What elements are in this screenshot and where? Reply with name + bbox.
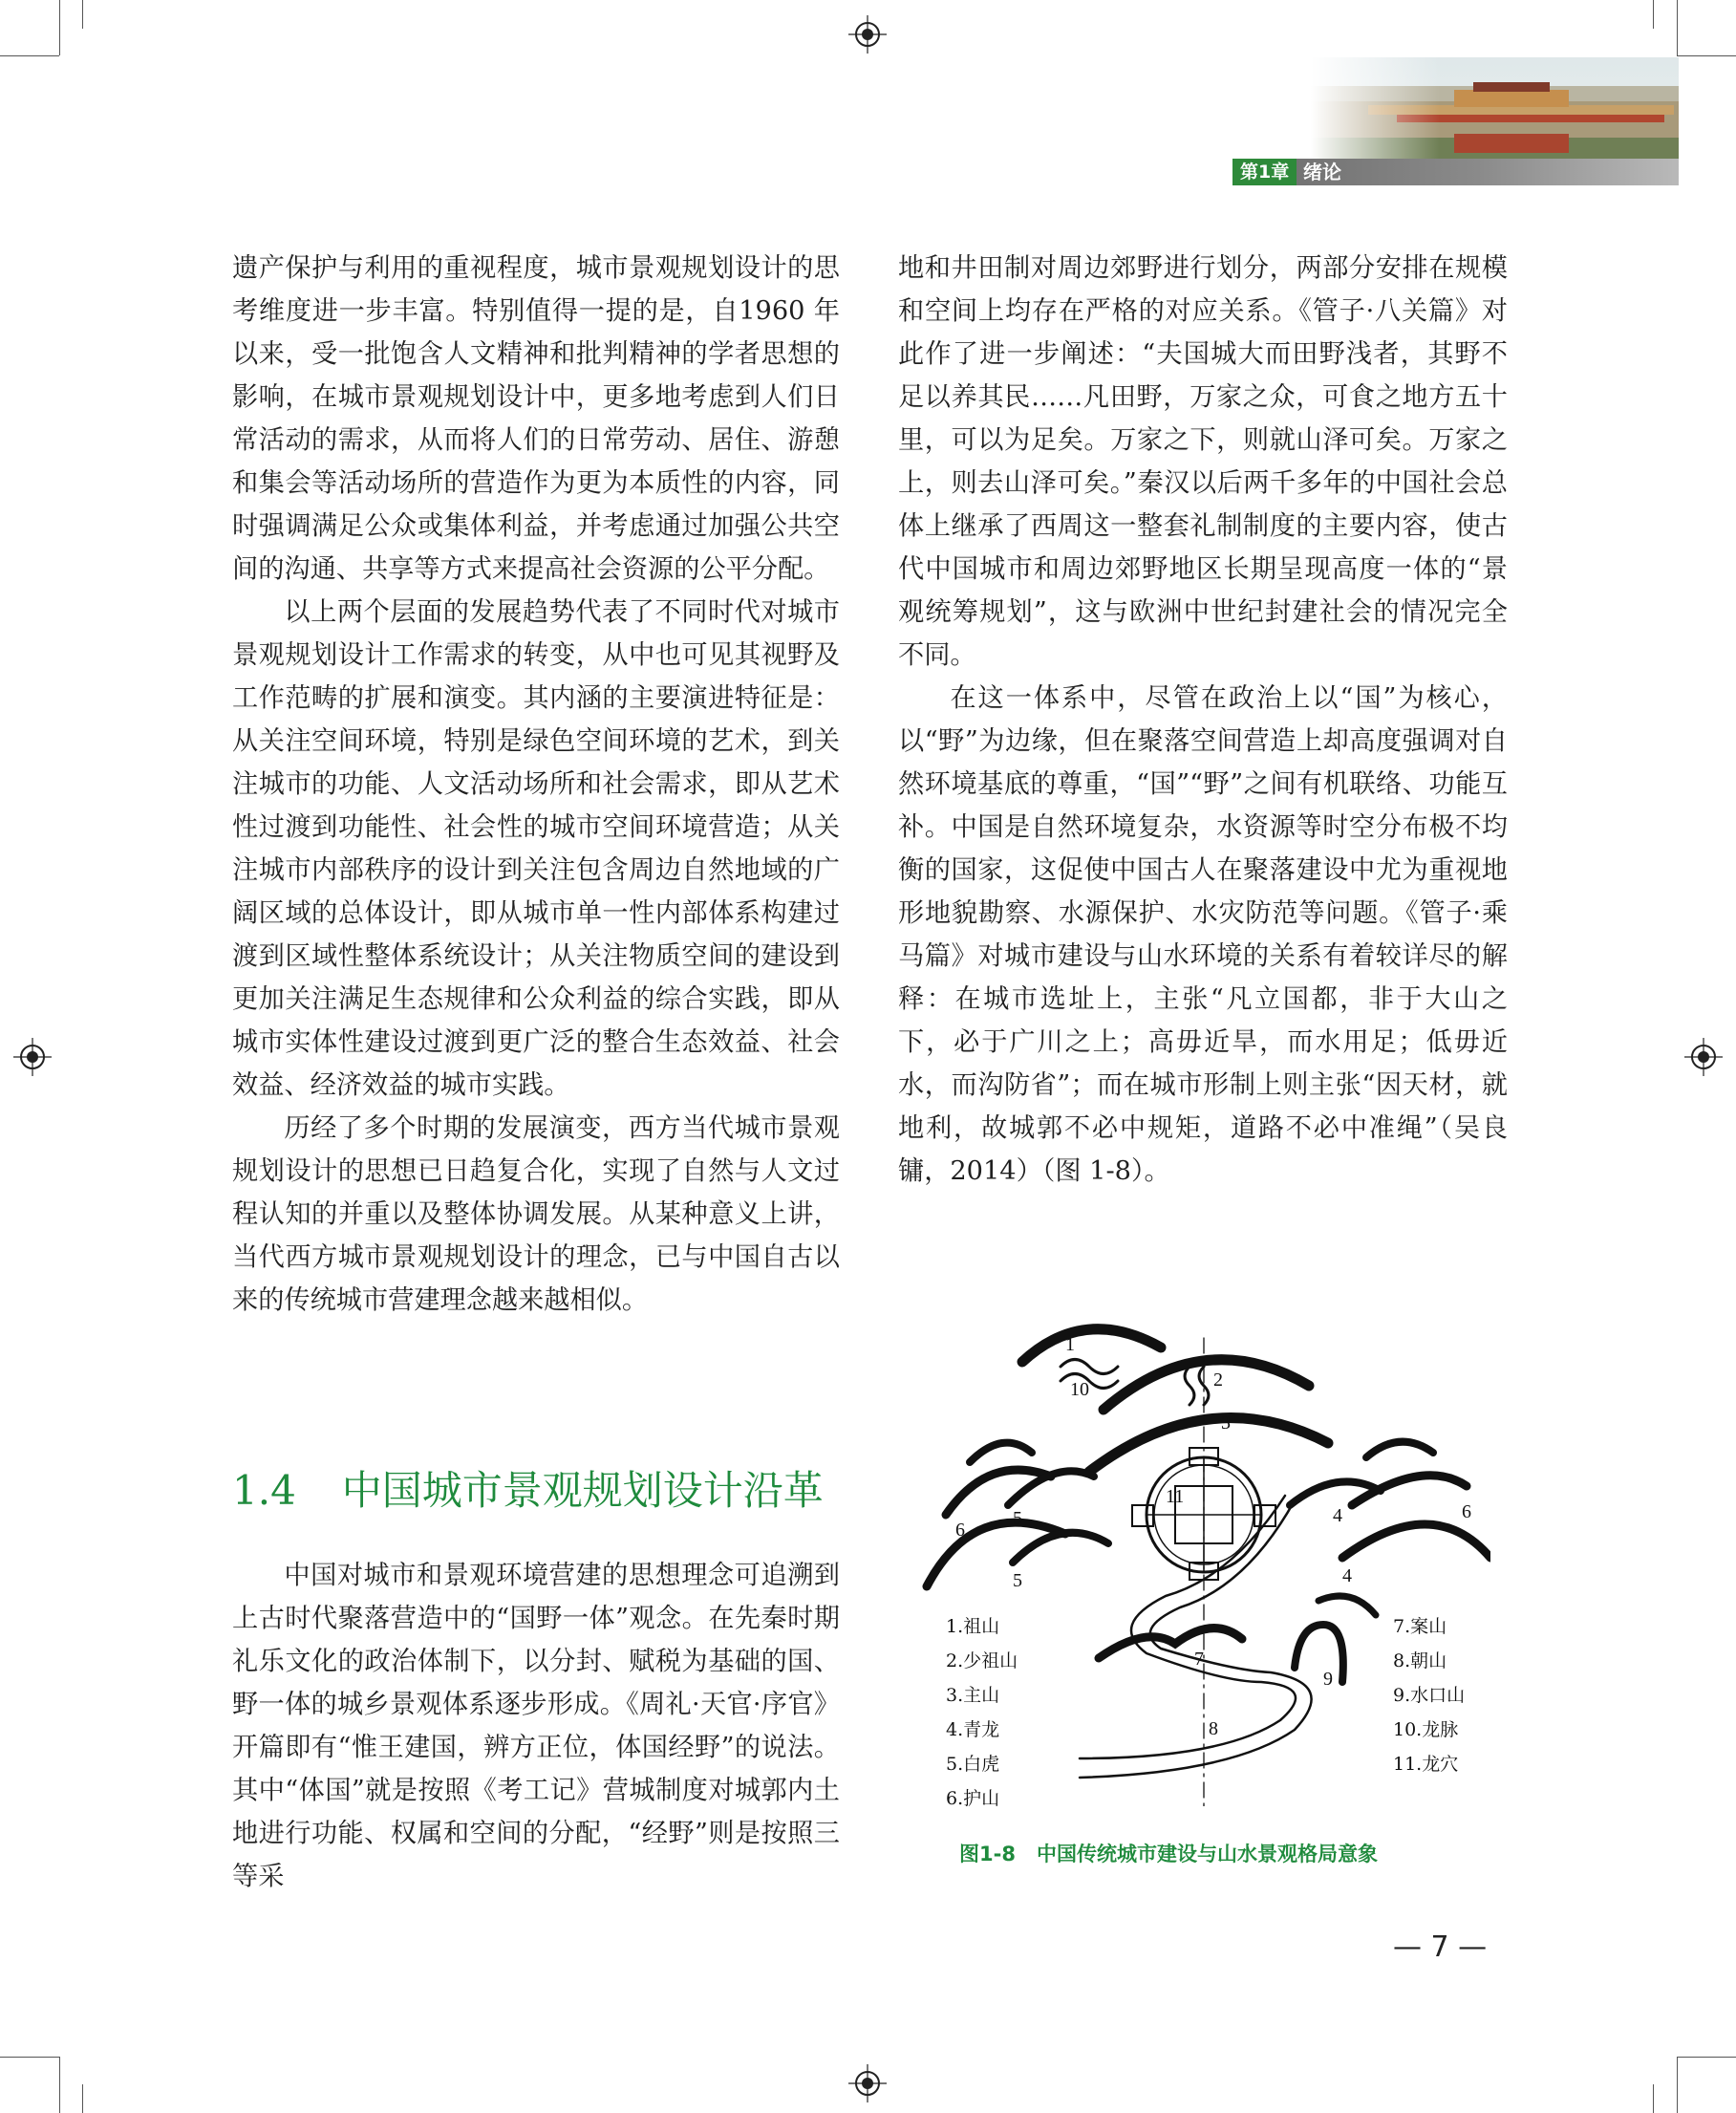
registration-mark-left: [13, 1038, 52, 1076]
mountain-right-1: [1366, 1442, 1433, 1457]
figure-legend-item: 7.案山: [1393, 1616, 1447, 1637]
crop-mark: [0, 55, 59, 56]
figure-number-label: 4: [1333, 1505, 1342, 1526]
figure-legend-item: 8.朝山: [1393, 1650, 1447, 1671]
mountain-shuikou: [1295, 1625, 1343, 1682]
crop-mark: [1677, 2057, 1678, 2113]
figure-legend-item: 10.龙脉: [1393, 1719, 1459, 1740]
figure-caption-text: 中国传统城市建设与山水景观格局意象: [1036, 1843, 1378, 1865]
mountain-left-4: [1008, 1471, 1094, 1505]
figure-number-label: 10: [1070, 1379, 1089, 1400]
paragraph: 以上两个层面的发展趋势代表了不同时代对城市景观规划设计工作需求的转变，从中也可见其视野及工作范畴的扩展和演变。其内涵的主要演进特征是：从关注空间环境，特别是绿色空间环境的艺术，到关注城市的功能、人文活动场所和社会需求，即从艺术性过渡到功能性、社会性的城市空间环境营造；从关注城市内部秩序的设计到关注包含周边自然地域的广阔区域的总体设计，即从城市单一性内部体系构建过渡到区域性整体系统设计；从关注物质空间的建设到更加关注满足生态规律和公众利益的综合实践，即从城市实体性建设过渡到更广泛的整合生态效益、社会效益、经济效益的城市实践。: [232, 597, 840, 1100]
mountain-chaoshan: [1318, 1596, 1376, 1615]
mountain-anshan: [1099, 1628, 1242, 1658]
figure-number-label: 1: [1065, 1334, 1075, 1355]
mountain-left-2: [946, 1470, 1051, 1515]
long-mai-line: [1061, 1360, 1118, 1374]
river-bank: [1080, 1500, 1312, 1778]
figure-number-label: 11: [1166, 1486, 1185, 1507]
figure-number-label: 8: [1209, 1718, 1218, 1739]
figure-number-label: 7: [1194, 1649, 1204, 1670]
mountain-left-1: [970, 1443, 1032, 1462]
paragraph: 遗产保护与利用的重视程度，城市景观规划设计的思考维度进一步丰富。特别值得一提的是，自1960 年以来，受一批饱含人文精神和批判精神的学者思想的影响，在城市景观规划设计中，更多地考虑到人们日常活动的需求，从而将人们的日常劳动、居住、游憩和集会等活动场所的营造作为更为本质性的内容，同时强调满足公众或集体利益，并考虑通过加强公共空间的沟通、共享等方式来提高社会资源的公平分配。: [232, 253, 840, 584]
registration-mark-bottom: [848, 2064, 887, 2102]
page-number: — 7 —: [1393, 1930, 1488, 1964]
left-column-bottom: [232, 1554, 840, 1898]
figure-legend-item: 4.青龙: [946, 1719, 1000, 1740]
figure-legend-item: 2.少祖山: [946, 1650, 1018, 1671]
mountain-left-3: [927, 1522, 1065, 1586]
registration-mark-top: [848, 15, 887, 54]
figure-number-label: 5: [1013, 1508, 1022, 1529]
mountain-zhushan: [1089, 1418, 1328, 1472]
long-mai-line: [1061, 1374, 1118, 1389]
figure-number-label: 6: [955, 1520, 965, 1541]
river-bank: [1080, 1496, 1296, 1758]
crop-mark: [82, 0, 83, 29]
chapter-header-bar: [1232, 159, 1679, 185]
crop-mark: [1677, 0, 1678, 55]
crop-mark: [1677, 55, 1736, 56]
figure-number-label: 6: [1462, 1501, 1471, 1522]
mountain-right-2: [1352, 1476, 1467, 1505]
crop-mark: [59, 0, 60, 55]
paragraph: 中国对城市和景观环境营建的思想理念可追溯到上古时代聚落营造中的“国野一体”观念。在先秦时期礼乐文化的政治体制下，以分封、赋税为基础的国、野一体的城乡景观体系逐步形成。《周礼·天官·序官》开篇即有“惟王建国，辨方正位，体国经野”的说法。其中“体国”就是按照《考工记》营城制度对城郭内土地进行功能、权属和空间的分配，“经野”则是按照三等采: [232, 1561, 840, 1891]
chapter-name: 绪论: [1303, 161, 1341, 183]
figure-number-label: 5: [1013, 1570, 1022, 1591]
chapter-tag: 第1章: [1232, 159, 1297, 185]
figure-legend-item: 5.白虎: [946, 1754, 1000, 1775]
mountain-left-5: [1013, 1533, 1108, 1563]
crop-mark: [1653, 0, 1654, 29]
paragraph: 历经了多个时期的发展演变，西方当代城市景观规划设计的思想已日趋复合化，实现了自然与人文过程认知的并重以及整体协调发展。从某种意义上讲，当代西方城市景观规划设计的理念，已与中国自古以来的传统城市营建理念越来越相似。: [232, 1113, 840, 1315]
figure-legend-item: 11.龙穴: [1393, 1754, 1459, 1775]
figure-legend-item: 1.祖山: [946, 1616, 1000, 1637]
right-column: [898, 247, 1508, 1193]
figure-number-label: 4: [1342, 1565, 1352, 1586]
section-heading: [232, 1465, 824, 1517]
crop-mark: [1677, 2057, 1736, 2058]
figure-number-label: 9: [1323, 1669, 1333, 1690]
figure-number-label: 2: [1213, 1369, 1223, 1391]
crop-mark: [82, 2084, 83, 2113]
figure-legend-item: 3.主山: [946, 1685, 1000, 1706]
paragraph: 地和井田制对周边郊野进行划分，两部分安排在规模和空间上均存在严格的对应关系。《管子·八关篇》对此作了进一步阐述：“夫国城大而田野浅者，其野不足以养其民……凡田野，万家之众，可食之地方五十里，可以为足矣。万家之下，则就山泽可矣。万家之上，则去山泽可矣。”秦汉以后两千多年的中国社会总体上继承了西周这一整套礼制制度的主要内容，使古代中国城市和周边郊野地区长期呈现高度一体的“景观统筹规划”，这与欧洲中世纪封建社会的情况完全不同。: [898, 253, 1508, 670]
long-mai-line: [1185, 1367, 1194, 1405]
crop-mark: [1653, 2084, 1654, 2113]
registration-mark-right: [1684, 1038, 1723, 1076]
figure-legend-item: 9.水口山: [1393, 1685, 1466, 1706]
figure-caption: [959, 1839, 1378, 1867]
section-number: 1.4: [232, 1467, 296, 1514]
mountain-zushan: [1022, 1329, 1161, 1362]
paragraph: 在这一体系中，尽管在政治上以“国”为核心，以“野”为边缘，但在聚落空间营造上却高度强调对自然环境基底的尊重，“国”“野”之间有机联络、功能互补。中国是自然环境复杂，水资源等时空分布极不均衡的国家，这促使中国古人在聚落建设中尤为重视地形地貌勘察、水源保护、水灾防范等问题。《管子·乘马篇》对城市建设与山水环境的关系有着较详尽的解释：在城市选址上，主张“凡立国都，非于大山之下，必于广川之上；高毋近旱，而水用足；低毋近水，而沟防省”；而在城市形制上则主张“因天材，就地利，故城郭不必中规矩，道路不必中准绳”（吴良镛，2014）（图 1-8）。: [898, 683, 1508, 1186]
section-title: 中国城市景观规划设计沿革: [341, 1467, 824, 1514]
figure-landscape-diagram: [917, 1309, 1490, 1806]
crop-mark: [59, 2057, 60, 2113]
figure-legend-item: 6.护山: [946, 1788, 1000, 1806]
crop-mark: [0, 2057, 59, 2058]
figure-caption-number: 图1-8: [959, 1843, 1016, 1865]
mountain-right-3: [1342, 1524, 1490, 1558]
left-column-top: [232, 247, 840, 1322]
figure-number-label: 3: [1221, 1412, 1231, 1434]
